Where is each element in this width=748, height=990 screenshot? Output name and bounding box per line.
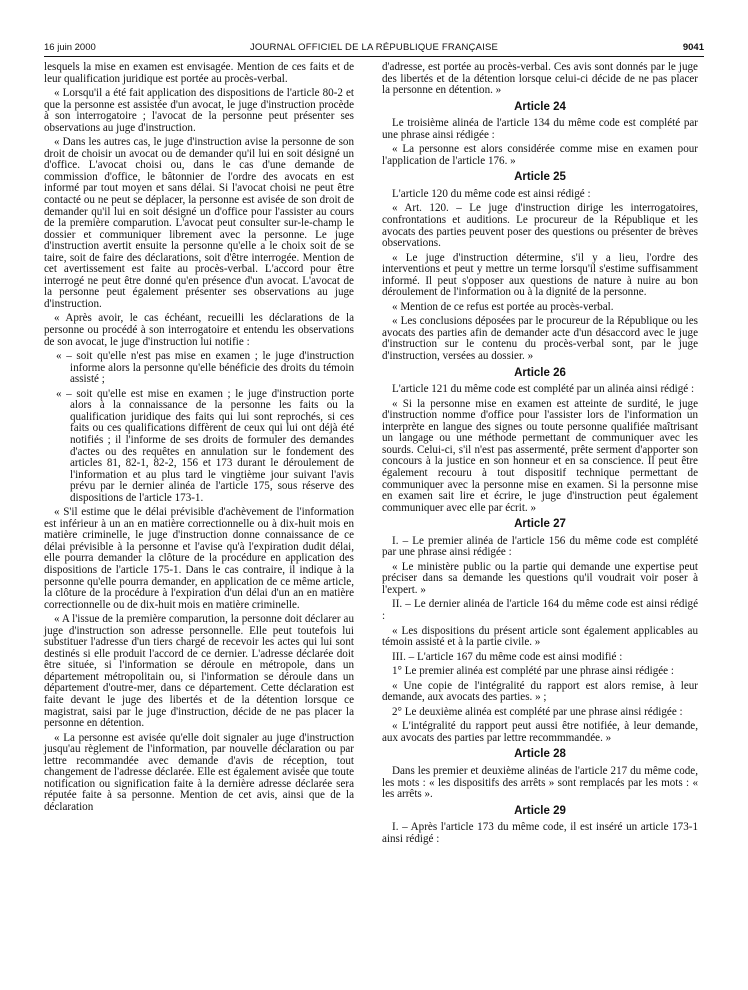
paragraph: « Lorsqu'il a été fait application des dispositions de l'article 80-2 et que la personne est assistée d'un avocat, le juge d'instruction procède à son interrogatoire ; l'avocat de la personne peut présenter ses observations au juge d'instruction.: [44, 87, 354, 134]
paragraph: « Les conclusions déposées par le procureur de la République ou les avocats des parties afin de demander acte d'un désaccord avec le juge d'instruction sur le contenu du procès-verbal sont, par le juge d'instruction, versées au dossier. »: [382, 315, 698, 363]
article-heading: Article 28: [514, 748, 566, 761]
left-column: [44, 62, 354, 816]
paragraph: « Si la personne mise en examen est atteinte de surdité, le juge d'instruction nomme d'office pour l'assister lors de l'information un interprète en langue des signes ou toute personne qualifiée maîtrisant un langage ou une méthode permettant de communiquer avec les sourds. Celui-ci, s'il n'est pas assermenté, prête serment d'apporter son concours à la justice en son honneur et en sa conscience. Il peut être également recouru à tout dispositif technique permettant de communiquer avec la personne mise en examen. Si la personne mise en examen sait lire et écrire, le juge d'instruction peut également communiquer avec elle par écrit. »: [382, 397, 698, 514]
list-item: « – soit qu'elle est mise en examen ; le juge d'instruction porte alors à la connaissance de la personne les faits ou la qualification juridique des faits qui lui sont reprochés, si ces faits ou ces qualifications diffèrent de ceux qui lui ont déjà été notifiés ; il l'informe de ses droits de formuler des demandes d'actes ou des requêtes en annulation sur le fondement des articles 81, 82-1, 82-2, 156 et 173 durant le déroulement de l'information et au plus tard le vingtième jour suivant l'avis prévu par le dernier alinéa de l'article 175, sous réserve des dispositions de l'article 173-1.: [56, 387, 354, 504]
paragraph: « Mention de ce refus est portée au procès-verbal.: [392, 300, 614, 313]
paragraph: « La personne est alors considérée comme mise en examen pour l'application de l'article 176. »: [382, 143, 698, 167]
paragraph: « Le ministère public ou la partie qui demande une expertise peut préciser dans sa demande les questions qu'il voudrait voir poser à l'expert. »: [382, 560, 698, 596]
paragraph: « Art. 120. – Le juge d'instruction dirige les interrogatoires, confrontations et auditions. Le procureur de la République et les avocats des parties peuvent poser des questions ou présenter de brèves observations.: [382, 202, 698, 250]
paragraph: « Dans les autres cas, le juge d'instruction avise la personne de son droit de choisir un avocat ou de demander qu'il lui en soit désigné un d'office. L'avocat choisi ou, dans le cas d'une demande de commission d'office, le bâtonnier de l'ordre des avocats en est informé par tout moyen et sans délai. Si l'avocat choisi ne peut être contacté ou ne peut se déplacer, la personne est avisée de son droit de demander qu'il lui en soit désigné un d'office pour l'assister au cours de la première comparution. L'avocat peut consulter sur-le-champ le dossier et communiquer librement avec la personne. Le juge d'instruction avertit ensuite la personne qu'elle a le choix soit de se taire, soit de faire des déclarations, soit d'être interrogée. Mention de cet avertissement est faite au procès-verbal. L'accord pour être interrogé ne peut être donné qu'en présence d'un avocat. L'avocat de la personne peut également présenter ses observations au juge d'instruction.: [44, 136, 354, 310]
paragraph: 1° Le premier alinéa est complété par une phrase ainsi rédigée :: [392, 665, 674, 678]
paragraph: L'article 120 du même code est ainsi rédigé :: [392, 187, 591, 200]
paragraph: lesquels la mise en examen est envisagée. Mention de ces faits et de leur qualification juridique est portée au procès-verbal.: [44, 61, 354, 85]
article-heading: Article 26: [514, 366, 566, 379]
paragraph: « Le juge d'instruction détermine, s'il y a lieu, l'ordre des interventions et peut y mettre un terme lorsqu'il s'estime suffisamment informé. Il peut s'opposer aux questions de nature à nuire au bon déroulement de l'information ou à la dignité de la personne.: [382, 251, 698, 299]
paragraph: « Une copie de l'intégralité du rapport est alors remise, à leur demande, aux avocats des parties. » ;: [382, 679, 698, 704]
article-heading: Article 27: [514, 518, 566, 531]
paragraph: I. – Après l'article 173 du même code, il est inséré un article 173-1 ainsi rédigé :: [382, 821, 698, 845]
paragraph: « L'intégralité du rapport peut aussi être notifiée, à leur demande, aux avocats des parties par lettre recommmandée. »: [382, 720, 698, 744]
paragraph: Dans les premier et deuxième alinéas de l'article 217 du même code, les mots : « les dispositifs des arrêts » sont remplacés par les mots : « les arrêts ».: [382, 764, 698, 801]
header-rule: [44, 56, 704, 57]
article-heading: Article 29: [514, 804, 566, 817]
paragraph: « Les dispositions du présent article sont également applicables au témoin assisté et à la partie civile. »: [382, 624, 698, 649]
article-heading: Article 24: [514, 100, 566, 113]
list-item: « – soit qu'elle n'est pas mise en examen ; le juge d'instruction informe alors la personne qu'elle bénéficie des droits du témoin assisté ;: [56, 350, 354, 386]
paragraph: « A l'issue de la première comparution, la personne doit déclarer au juge d'instruction son adresse personnelle. Elle peut toutefois lui substituer l'adresse d'un tiers chargé de recevoir les actes qui lui sont destinés si elle produit l'accord de ce dernier. L'adresse déclarée doit être située, si l'information se déroule en métropole, dans un département métropolitain ou, si l'information se déroule dans un département d'outre-mer, dans ce département. Cette déclaration est faite devant le juge des libertés et de la détention lorsque ce magistrat, saisi par le juge d'instruction, décide de ne pas placer la personne en détention.: [44, 613, 354, 730]
paragraph: I. – Le premier alinéa de l'article 156 du même code est complété par une phrase ainsi rédigée :: [382, 534, 698, 559]
paragraph: Le troisième alinéa de l'article 134 du même code est complété par une phrase ainsi rédigée :: [382, 117, 698, 141]
paragraph: « La personne est avisée qu'elle doit signaler au juge d'instruction jusqu'au règlement de l'information, par nouvelle déclaration ou par lettre recommandée avec demande d'avis de réception, tout changement de l'adresse déclarée. Elle est également avisée que toute notification ou signification faite à la dernière adresse déclarée sera réputée faite à sa personne. Mention de cet avis, ainsi que de la déclaration: [44, 731, 354, 813]
paragraph: II. – Le dernier alinéa de l'article 164 du même code est ainsi rédigé :: [382, 598, 698, 622]
paragraph: III. – L'article 167 du même code est ainsi modifié :: [392, 650, 623, 663]
paragraph: d'adresse, est portée au procès-verbal. Ces avis sont donnés par le juge des libertés et de la détention lorsque celui-ci décide de ne pas placer la personne en détention. »: [382, 61, 698, 97]
header-date: 16 juin 2000: [44, 42, 96, 53]
right-column: [382, 62, 698, 848]
paragraph: L'article 121 du même code est complété par un alinéa ainsi rédigé :: [392, 383, 695, 396]
paragraph: « Après avoir, le cas échéant, recueilli les déclarations de la personne ou procédé à son interrogatoire et entendu les observations de son avocat, le juge d'instruction lui notifie :: [44, 312, 354, 348]
header-page-number: 9041: [682, 42, 704, 53]
page-header: [44, 42, 704, 56]
article-heading: Article 25: [514, 171, 566, 184]
header-journal-title: JOURNAL OFFICIEL DE LA RÉPUBLIQUE FRANÇAISE: [249, 42, 499, 53]
paragraph: « S'il estime que le délai prévisible d'achèvement de l'information est inférieur à un an en matière correctionnelle ou à dix-huit mois en matière criminelle, le juge d'instruction donne connaissance de ce délai prévisible à la personne et l'avise qu'à l'expiration dudit délai, elle pourra demander la clôture de la procédure en application des dispositions de l'article 175-1. Dans le cas contraire, il indique à la personne qu'elle pourra demander, en application de ce même article, la clôture de la procédure à l'expiration d'un délai d'un an en matière correctionnelle ou de dix-huit mois en matière criminelle.: [44, 506, 354, 611]
paragraph: 2° Le deuxième alinéa est complété par une phrase ainsi rédigée :: [392, 705, 683, 718]
